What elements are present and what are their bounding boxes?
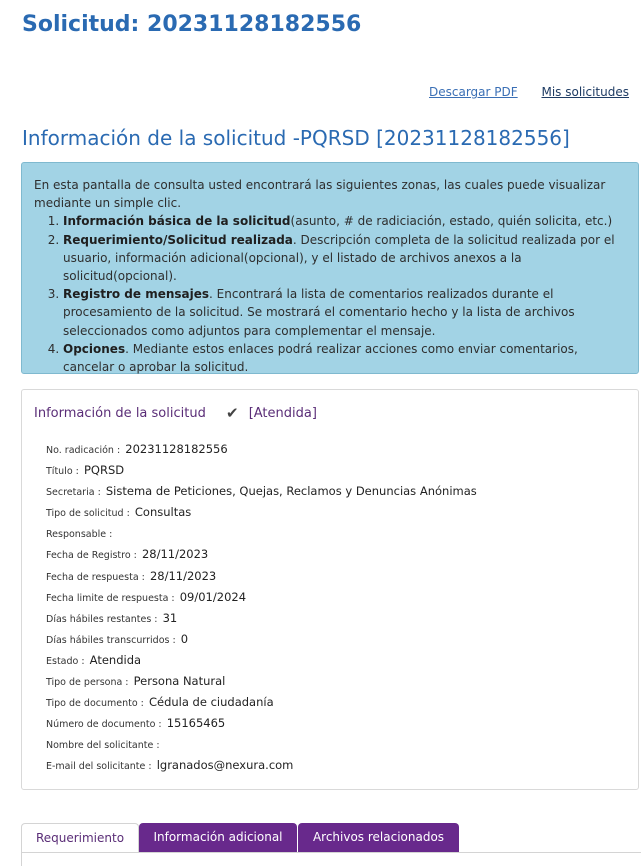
field-value: Cédula de ciudadanía	[148, 695, 274, 710]
panel-header	[34, 404, 317, 422]
field-row	[46, 649, 626, 670]
field-value: 31	[162, 610, 178, 625]
field-label: Tipo de documento :	[46, 698, 144, 710]
field-row	[46, 522, 626, 543]
fields-list	[46, 438, 626, 776]
help-item	[63, 212, 628, 230]
field-value: 0	[180, 631, 189, 646]
help-item-title: Registro de mensajes	[63, 287, 210, 302]
field-value: lgranados@nexura.com	[156, 758, 294, 773]
field-row	[46, 565, 626, 586]
field-value: Sistema de Peticiones, Quejas, Reclamos y Denuncias Anónimas	[105, 484, 477, 499]
field-label: Tipo de persona :	[46, 677, 129, 689]
tab-informacion-adicional[interactable]: Información adicional	[139, 823, 297, 853]
tab-requerimiento[interactable]: Requerimiento	[21, 823, 139, 853]
field-value: 09/01/2024	[179, 589, 247, 604]
check-icon: ✔	[225, 404, 239, 422]
field-row	[46, 438, 626, 459]
field-label: Fecha de Registro :	[46, 550, 137, 562]
tab-archivos-relacionados[interactable]: Archivos relacionados	[298, 823, 459, 853]
field-row	[46, 733, 626, 754]
field-row	[46, 628, 626, 649]
field-label: Número de documento :	[46, 719, 162, 731]
help-item	[63, 285, 628, 340]
field-value: Atendida	[89, 652, 142, 667]
field-label: Tipo de solicitud :	[46, 508, 130, 520]
help-item-title: Requerimiento/Solicitud realizada	[63, 232, 293, 247]
help-list	[34, 212, 628, 376]
help-item-title: Información básica de la solicitud	[63, 214, 291, 229]
my-requests-link[interactable]: Mis solicitudes	[541, 85, 629, 99]
field-label: Fecha limite de respuesta :	[46, 592, 175, 604]
help-item-title: Opciones	[63, 341, 126, 356]
field-label: Responsable :	[46, 529, 113, 541]
help-item-text: . Descripción completa de la solicitud realizada por el usuario, información adicional(opcional), y el listado de archivos anexos a la solicitud(opcional).	[63, 232, 615, 284]
tab-content	[21, 852, 641, 866]
field-row	[46, 543, 626, 564]
field-value: 28/11/2023	[141, 547, 209, 562]
field-row	[46, 501, 626, 522]
request-info-panel	[21, 389, 639, 790]
field-value: PQRSD	[83, 463, 125, 478]
status-badge: [Atendida]	[248, 406, 317, 421]
help-item	[63, 231, 628, 286]
field-row	[46, 691, 626, 712]
field-value: 15165465	[166, 716, 226, 731]
field-value: Persona Natural	[133, 674, 226, 689]
field-row	[46, 459, 626, 480]
field-label: Días hábiles restantes :	[46, 613, 158, 625]
field-row	[46, 586, 626, 607]
field-row	[46, 480, 626, 501]
field-row	[46, 607, 626, 628]
field-label: Secretaria :	[46, 487, 101, 499]
field-label: E-mail del solicitante :	[46, 761, 152, 773]
panel-title: Información de la solicitud	[34, 406, 206, 421]
field-row	[46, 754, 626, 775]
field-value: 20231128182556	[125, 442, 228, 456]
field-row	[46, 712, 626, 733]
field-label: Nombre del solicitante :	[46, 740, 160, 752]
detail-tabs	[21, 822, 641, 866]
top-links	[409, 85, 629, 99]
help-item	[63, 340, 628, 376]
field-label: Fecha de respuesta :	[46, 571, 145, 583]
page-title: Solicitud: 20231128182556	[22, 12, 362, 37]
download-pdf-link[interactable]: Descargar PDF	[429, 85, 518, 99]
help-info-box	[21, 162, 639, 374]
field-value: 28/11/2023	[149, 568, 217, 583]
help-item-text: . Mediante estos enlaces podrá realizar acciones como enviar comentarios, cancelar o aprobar la solicitud.	[63, 341, 578, 375]
field-value: Consultas	[134, 505, 192, 520]
field-label: No. radicación :	[46, 445, 121, 456]
field-label: Título :	[46, 466, 79, 478]
field-label: Estado :	[46, 655, 85, 667]
field-row	[46, 670, 626, 691]
field-label: Días hábiles transcurridos :	[46, 634, 176, 646]
help-item-text: . Encontrará la lista de comentarios realizados durante el procesamiento de la solicitud. Se mostrará el comentario hecho y la lista de archivos seleccionados como adjuntos para complementar el mensaje.	[63, 287, 575, 338]
help-item-text: (asunto, # de radiciación, estado, quién solicita, etc.)	[290, 214, 613, 229]
help-intro: En esta pantalla de consulta usted encontrará las siguientes zonas, las cuales puede visualizar mediante un simple clic.	[34, 178, 606, 211]
section-title: Información de la solicitud -PQRSD [20231128182556]	[22, 126, 570, 150]
